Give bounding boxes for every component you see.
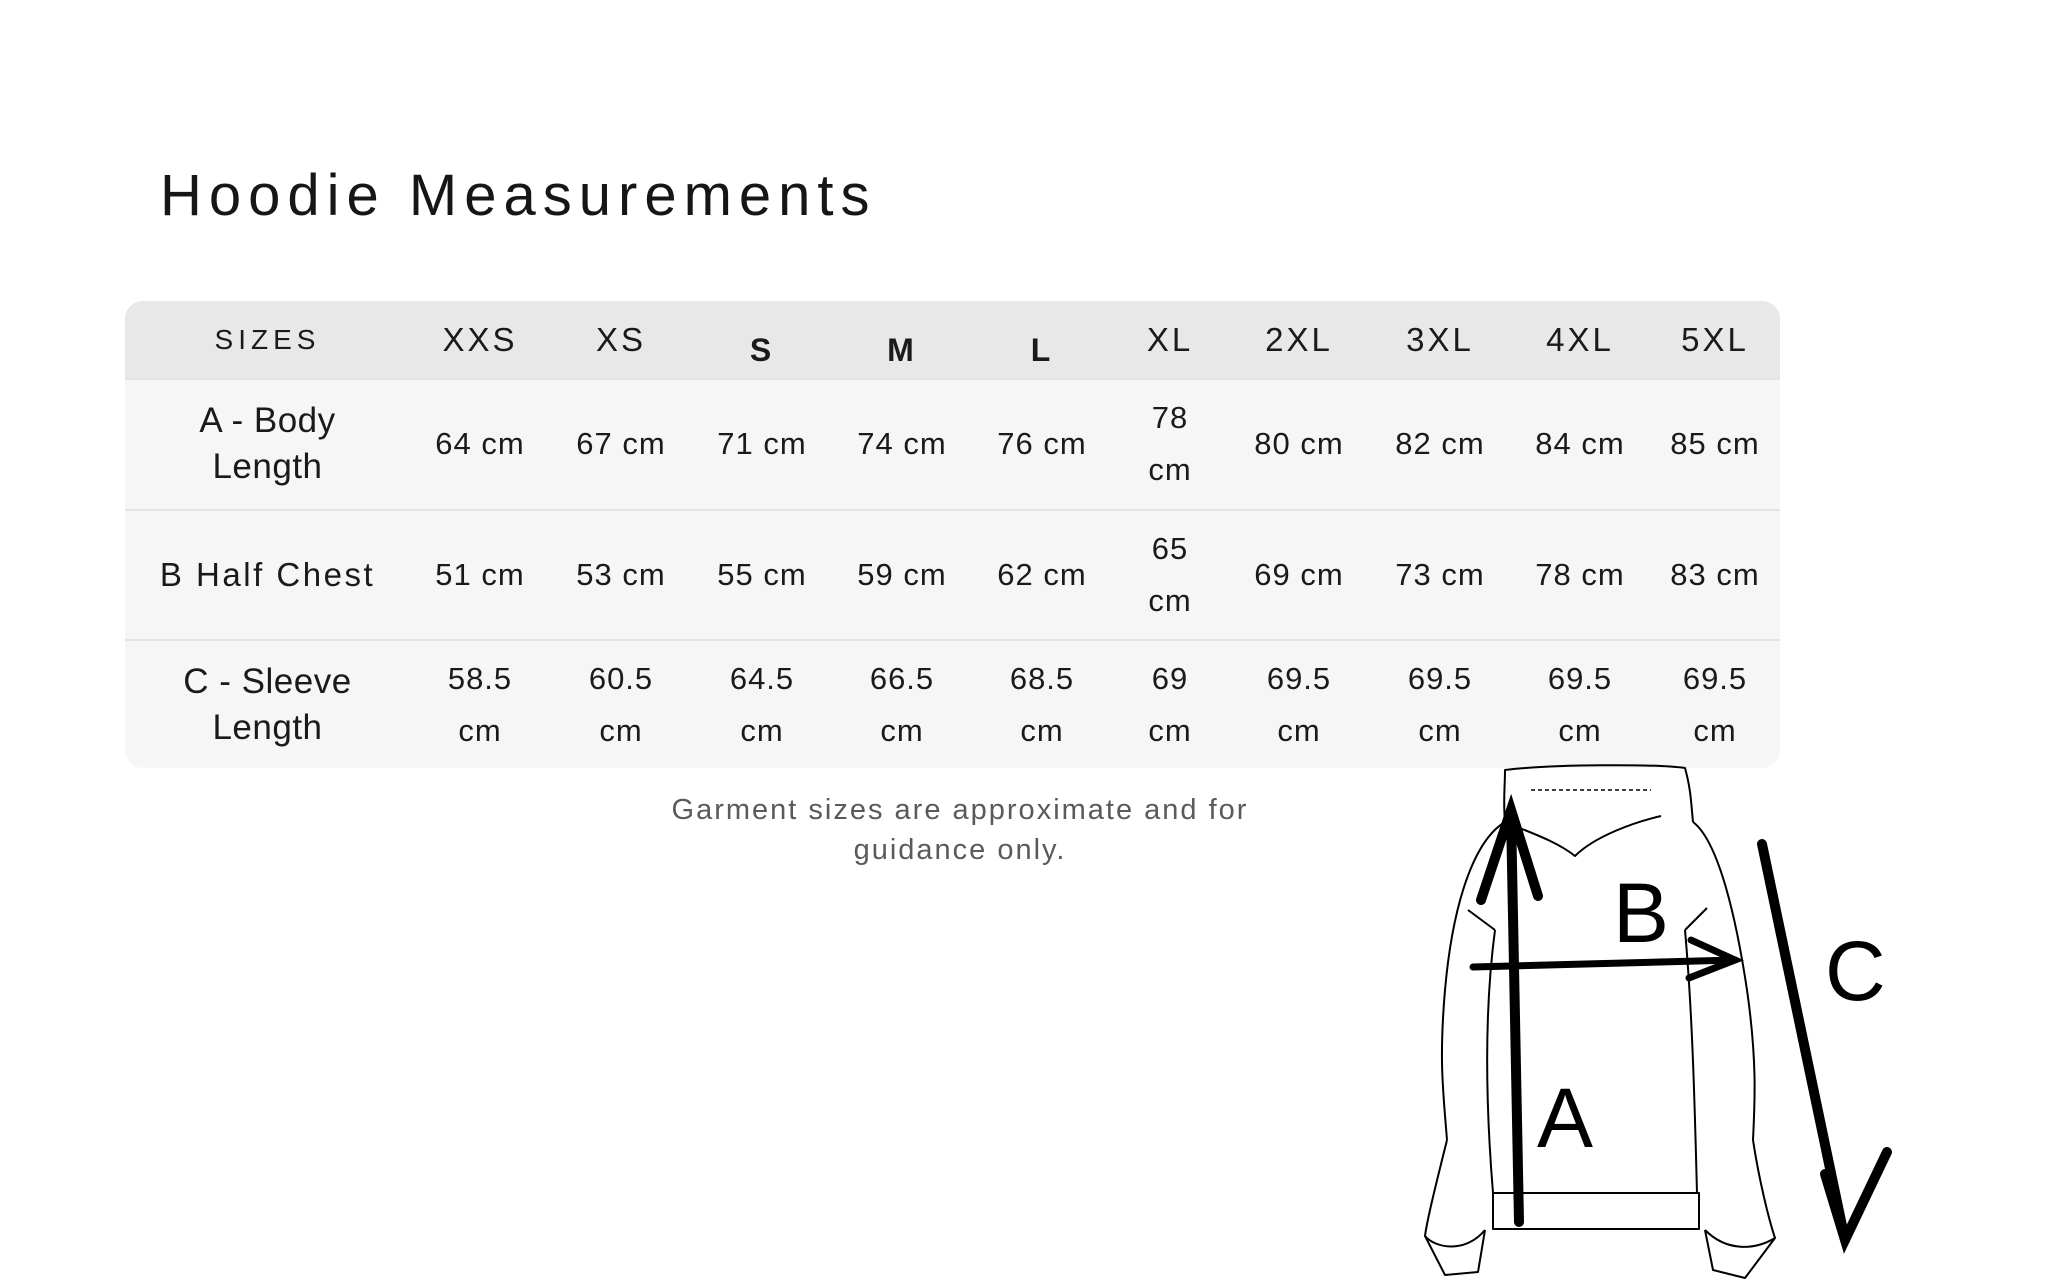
table-cell: 64.5 cm xyxy=(729,660,795,748)
row-label: C - Sleeve Length xyxy=(183,661,352,747)
table-cell: 78 cm xyxy=(1535,556,1625,592)
size-header: 2XL xyxy=(1265,320,1333,358)
disclaimer-note: Garment sizes are approximate and for guidance only. xyxy=(671,794,1249,866)
table-cell: 59 cm xyxy=(857,556,947,592)
table-cell: 51 cm xyxy=(435,556,525,592)
size-chart-table xyxy=(125,301,1780,768)
table-cell: 53 cm xyxy=(576,556,666,592)
table-cell: 68.5 cm xyxy=(1009,660,1075,748)
size-header: M xyxy=(887,332,917,368)
table-row-sleeve-length xyxy=(125,640,1780,768)
table-cell: 69.5 cm xyxy=(1266,660,1332,748)
table-cell: 66.5 cm xyxy=(869,660,935,748)
table-cell: 67 cm xyxy=(576,426,666,462)
table-cell: 60.5 cm xyxy=(588,660,654,748)
table-cell: 71 cm xyxy=(717,426,807,462)
table-cell: 69 cm xyxy=(1148,660,1192,748)
table-cell: 83 cm xyxy=(1670,556,1760,592)
size-header: S xyxy=(749,332,775,368)
table-cell: 78 cm xyxy=(1148,400,1192,488)
table-cell: 74 cm xyxy=(857,426,947,462)
table-cell: 69.5 cm xyxy=(1407,660,1473,748)
table-cell: 69 cm xyxy=(1254,556,1344,592)
hoodie-outline xyxy=(1425,765,1775,1278)
header-row xyxy=(125,301,1780,379)
measurement-arrows xyxy=(1473,810,1887,1240)
table-cell: 84 cm xyxy=(1535,426,1625,462)
table-cell: 65 cm xyxy=(1148,530,1192,618)
table-cell: 55 cm xyxy=(717,556,807,592)
arrow-a xyxy=(1511,814,1519,1222)
table-cell: 73 cm xyxy=(1395,556,1485,592)
table-row-half-chest xyxy=(125,510,1780,641)
table-row-body-length xyxy=(125,379,1780,510)
table-cell: 64 cm xyxy=(435,426,525,462)
size-header: 3XL xyxy=(1406,320,1474,358)
hoodie-illustration xyxy=(1355,760,1915,1280)
row-label: A - Body Length xyxy=(199,401,336,487)
hoodie-measurement-diagram xyxy=(1355,760,1915,1280)
size-header: XL xyxy=(1146,320,1194,358)
label-c: C xyxy=(1825,924,1886,1018)
row-label: B Half Chest xyxy=(159,555,376,593)
table-cell: 80 cm xyxy=(1254,426,1344,462)
table-cell: 82 cm xyxy=(1395,426,1485,462)
sizes-header: SIZES xyxy=(214,323,321,355)
size-header: L xyxy=(1030,332,1054,368)
table-cell: 85 cm xyxy=(1670,426,1760,462)
table-cell: 58.5 cm xyxy=(447,660,513,748)
table-cell: 76 cm xyxy=(997,426,1087,462)
table-cell: 69.5 cm xyxy=(1547,660,1613,748)
size-header: 5XL xyxy=(1681,320,1749,358)
table-cell: 62 cm xyxy=(997,556,1087,592)
size-header: XS xyxy=(595,320,647,358)
table-cell: 69.5 cm xyxy=(1682,660,1748,748)
size-header: XXS xyxy=(442,320,518,358)
arrow-c xyxy=(1762,844,1845,1240)
size-header: 4XL xyxy=(1546,320,1614,358)
label-a: A xyxy=(1537,1071,1594,1165)
label-b: B xyxy=(1613,866,1670,960)
page-title: Hoodie Measurements xyxy=(160,163,877,228)
